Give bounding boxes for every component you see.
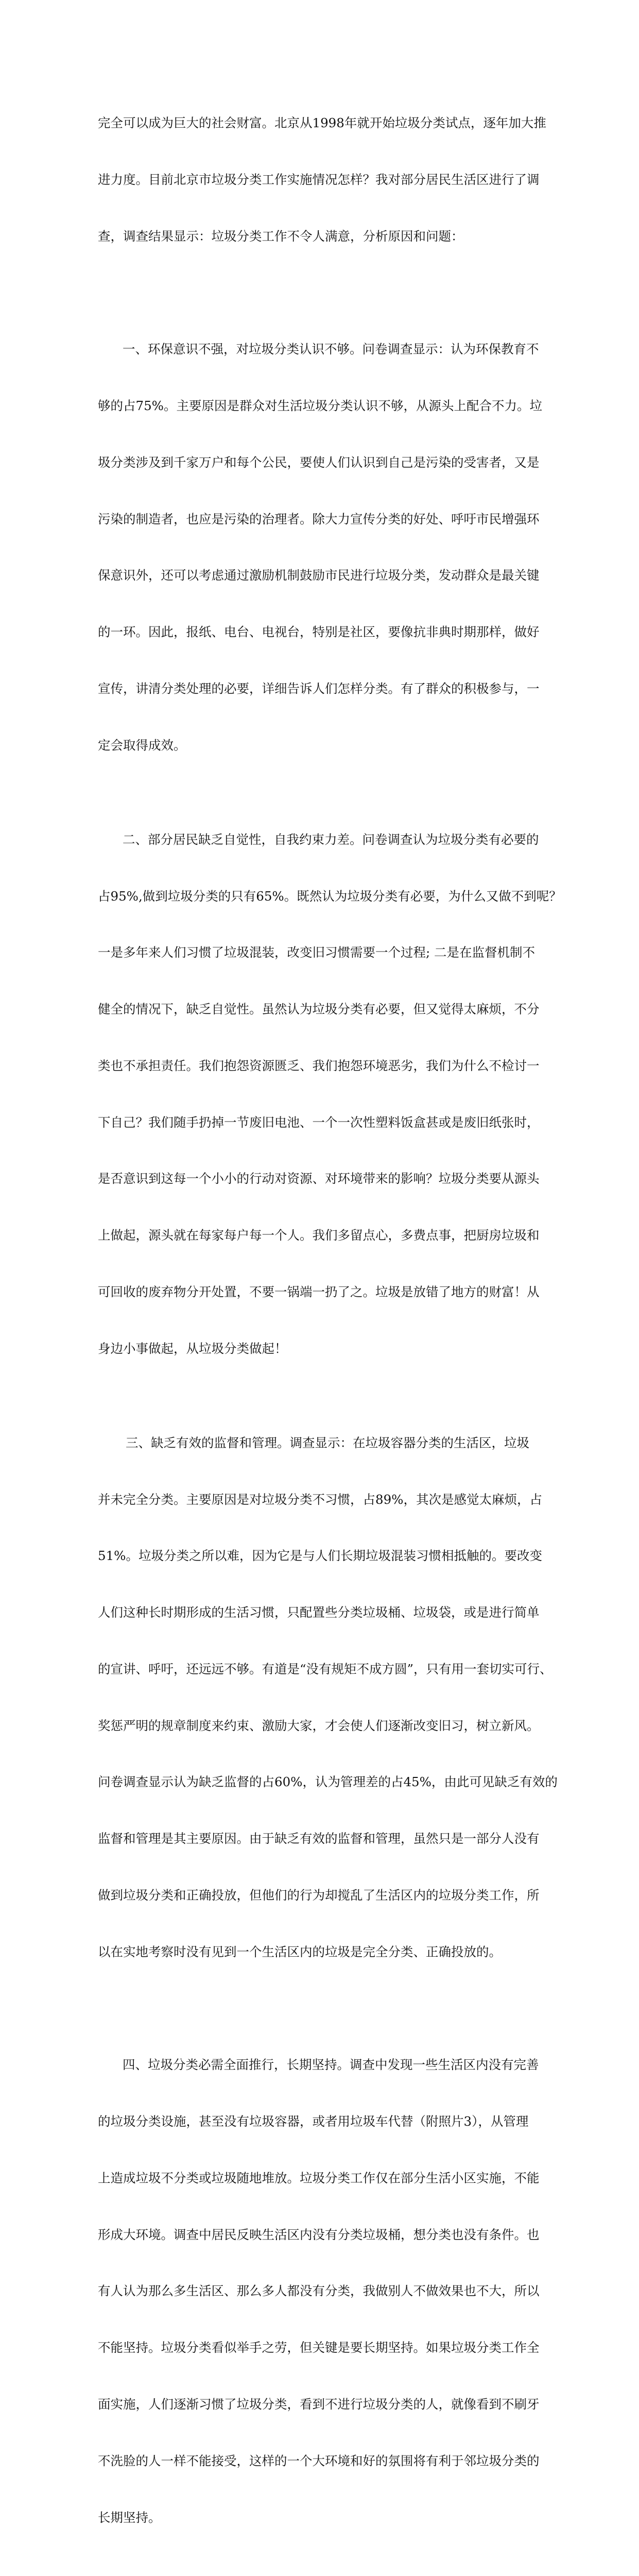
text-line: 保意识外，还可以考虑通过激励机制鼓励市民进行垃圾分类，发动群众是最关键 <box>98 568 540 583</box>
text-line: 圾分类涉及到千家万户和每个公民，要使人们认识到自己是污染的受害者，又是 <box>98 454 540 470</box>
text-line: 不洗脸的人一样不能接受，这样的一个大环境和好的氛围将有利于邻垃圾分类的 <box>98 2453 540 2468</box>
paragraph-spacer <box>98 1999 542 2019</box>
text-line: 一是多年来人们习惯了垃圾混装，改变旧习惯需要一个过程; 二是在监督机制不 <box>98 945 536 960</box>
paragraph-section-5 <box>98 2565 542 2576</box>
text-line: 二、部分居民缺乏自觉性，自我约束力差。问卷调查认为垃圾分类有必要的 <box>123 832 539 847</box>
text-line: 监督和管理是其主要原因。由于缺乏有效的监督和管理，虽然只是一部分人没有 <box>98 1831 540 1846</box>
text-line: 完全可以成为巨大的社会财富。北京从1998年就开始垃圾分类试点，逐年加大推 <box>98 115 546 131</box>
text-line: 是否意识到这每一个小小的行动对资源、对环境带来的影响？垃圾分类要从源头 <box>98 1171 540 1187</box>
text-line: 上造成垃圾不分类或垃圾随地堆放。垃圾分类工作仅在部分生活小区实施，不能 <box>98 2170 540 2185</box>
text-line: 的一环。因此，报纸、电台、电视台，特别是社区，要像抗非典时期那样，做好 <box>98 624 540 640</box>
text-line: 四、垃圾分类必需全面推行，长期坚持。调查中发现一些生活区内没有完善 <box>123 2057 539 2073</box>
text-line: 以在实地考察时没有见到一个生活区内的垃圾是完全分类、正确投放的。 <box>98 1944 502 1959</box>
text-line: 定会取得成效。 <box>98 737 186 753</box>
text-line: 问卷调查显示认为缺乏监督的占60%，认为管理差的占45%，由此可见缺乏有效的 <box>98 1774 558 1790</box>
text-line: 形成大环境。调查中居民反映生活区内没有分类垃圾桶，想分类也没有条件。也 <box>98 2227 540 2242</box>
text-line: 奖惩严明的规章制度来约束、激励大家，才会使人们逐渐改变旧习，树立新风。 <box>98 1718 540 1733</box>
text-line: 做到垃圾分类和正确投放，但他们的行为却搅乱了生活区内的垃圾分类工作，所 <box>98 1888 540 1903</box>
text-line: 的宣讲、呼吁，还远远不够。有道是“没有规矩不成方圆”，只有用一套切实可行、 <box>98 1661 552 1676</box>
text-line: 一、环保意识不强，对垃圾分类认识不够。问卷调查显示：认为环保教育不 <box>123 342 539 357</box>
text-line: 的垃圾分类设施，甚至没有垃圾容器，或者用垃圾车代替（附照片3），从管理 <box>98 2114 529 2129</box>
document-body <box>98 76 562 2576</box>
text-line: 不能坚持。垃圾分类看似举手之劳，但关键是要长期坚持。如果垃圾分类工作全 <box>98 2340 540 2355</box>
text-line: 上做起，源头就在每家每户每一个人。我们多留点心，多费点事，把厨房垃圾和 <box>98 1228 540 1243</box>
text-line: 够的占75%。主要原因是群众对生活垃圾分类认识不够，从源头上配合不力。垃 <box>98 398 542 414</box>
paragraph-section-1 <box>98 302 542 792</box>
text-line: 51%。垃圾分类之所以难，因为它是与人们长期垃圾混装习惯相抵触的。要改变 <box>98 1548 542 1564</box>
text-line: 占95%,做到垃圾分类的只有65%。既然认为垃圾分类有必要，为什么又做不到呢？ <box>98 888 562 904</box>
text-line: 宣传，讲清分类处理的必要，详细告诉人们怎样分类。有了群众的积极参与，一 <box>98 681 540 696</box>
paragraph-spacer <box>98 284 542 303</box>
text-line: 下自己？我们随手扔掉一节废旧电池、一个一次性塑料饭盒甚或是废旧纸张时， <box>98 1114 540 1130</box>
text-line: 面实施，人们逐渐习惯了垃圾分类，看到不进行垃圾分类的人，就像看到不刷牙 <box>98 2397 540 2412</box>
text-line: 污染的制造者，也应是污染的治理者。除大力宣传分类的好处、呼吁市民增强环 <box>98 511 540 527</box>
text-line: 可回收的废弃物分开处置，不要一锅端一扔了之。垃圾是放错了地方的财富！从 <box>98 1284 540 1299</box>
text-line: 有人认为那么多生活区、那么多人都没有分类，我做别人不做效果也不大，所以 <box>98 2283 540 2299</box>
text-line: 查，调查结果显示：垃圾分类工作不令人满意，分析原因和问题： <box>98 228 464 244</box>
text-line: 三、缺乏有效的监督和管理。调查显示：在垃圾容器分类的生活区，垃圾 <box>126 1435 529 1450</box>
paragraph-section-4 <box>98 2018 542 2565</box>
paragraph-intro <box>98 76 546 284</box>
text-line: 类也不承担责任。我们抱怨资源匮乏、我们抱怨环境恶劣，我们为什么不检讨一 <box>98 1058 540 1073</box>
text-line: 人们这种长时期形成的生活习惯，只配置些分类垃圾桶、垃圾袋，或是进行简单 <box>98 1605 540 1620</box>
paragraph-section-3 <box>98 1396 558 1999</box>
paragraph-section-2 <box>98 793 562 1396</box>
text-line: 长期坚持。 <box>98 2510 161 2525</box>
text-line: 进力度。目前北京市垃圾分类工作实施情况怎样？我对部分居民生活区进行了调 <box>98 172 540 187</box>
text-line: 健全的情况下，缺乏自觉性。虽然认为垃圾分类有必要，但又觉得太麻烦，不分 <box>98 1002 540 1017</box>
text-line: 身边小事做起，从垃圾分类做起！ <box>98 1341 287 1356</box>
text-line: 并未完全分类。主要原因是对垃圾分类不习惯，占89%，其次是感觉太麻烦，占 <box>98 1492 542 1507</box>
